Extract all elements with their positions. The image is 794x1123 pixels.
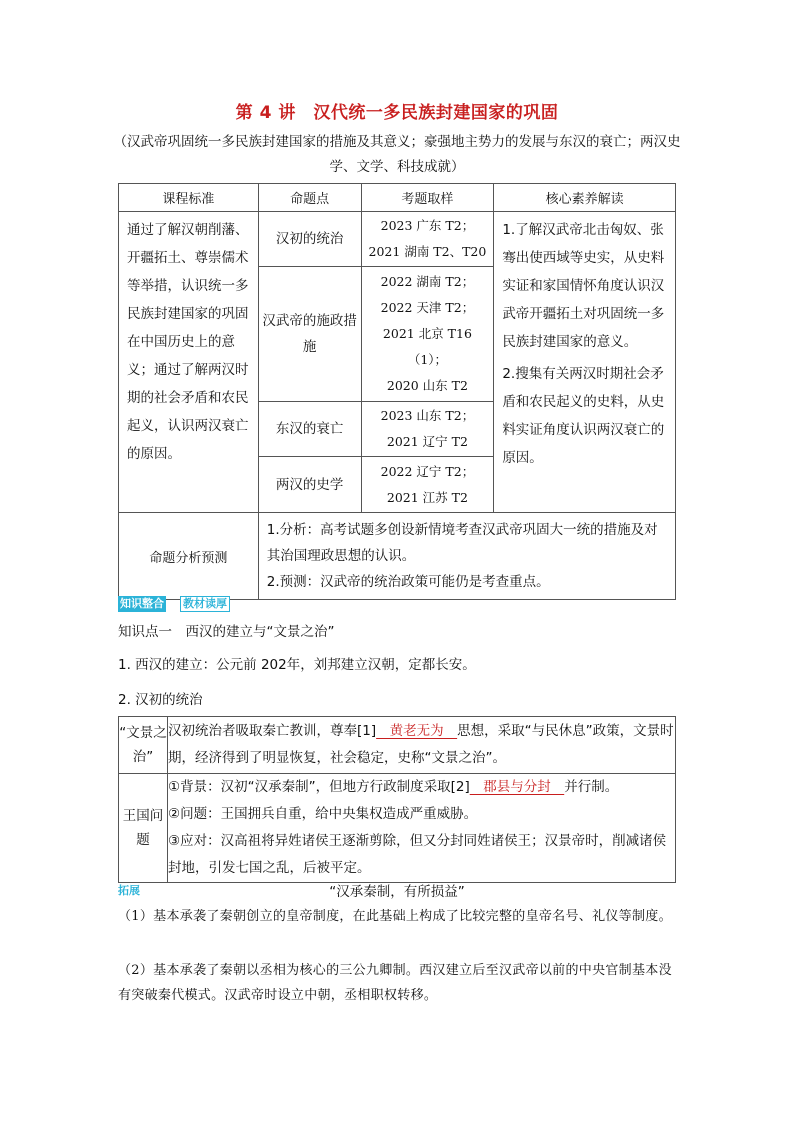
header-standard: 课程标准 xyxy=(119,184,259,212)
analysis-cell xyxy=(258,513,675,600)
knowledge-badge: 知识整合 xyxy=(120,597,164,610)
extension-badge: 拓展 xyxy=(118,884,140,897)
topic-cell: 汉初的统治 xyxy=(258,212,361,267)
exam-line: 2021 辽宁 T2 xyxy=(386,434,468,449)
curriculum-cell xyxy=(119,212,259,513)
core-text-2: 2.搜集有关两汉时期社会矛盾和农民起义的史料，从史料实证角度认识两汉衰亡的原因。 xyxy=(502,366,665,466)
exam-line: 2021 北京 T16 xyxy=(382,326,472,341)
exam-line: 2022 辽宁 T2； xyxy=(380,463,475,479)
wangguo-background xyxy=(168,774,675,801)
item-1: 1. 西汉的建立：公元前 202年，刘邦建立汉朝，定都长安。 xyxy=(118,657,476,673)
background-text-pre: ①背景：汉初“汉承秦制”，但地方行政制度采取[2] xyxy=(168,779,470,795)
exam-line: 2020 山东 T2 xyxy=(386,378,468,393)
core-cell xyxy=(494,212,676,513)
exam-line: 2023 山东 T2； xyxy=(380,408,475,423)
wenjing-label: “文景之治” xyxy=(119,717,168,774)
wenjing-body xyxy=(168,717,676,774)
header-exam: 考题取样 xyxy=(361,184,494,212)
exam-cell xyxy=(361,402,494,457)
curriculum-text: 通过了解汉朝削藩、开疆拓土、尊崇儒术等举措，认识统一多民族封建国家的巩固在中国历史上的意义；通过了解两汉时期的社会矛盾和农民起义，认识两汉衰亡的原因。 xyxy=(127,222,249,462)
exam-cell xyxy=(361,457,494,513)
analysis-row xyxy=(119,513,676,600)
exam-cell xyxy=(361,212,494,267)
item-2: 2. 汉初的统治 xyxy=(118,692,203,708)
exam-line: （1）； xyxy=(407,352,448,367)
knowledge-point-heading: 知识点一 西汉的建立与“文景之治” xyxy=(118,624,335,640)
han-rule-table xyxy=(118,716,676,883)
wenjing-text-post: 思想，采取“与民休息”政策，文景时期，经济得到了明显恢复，社会稳定，史称“文景之治”。 xyxy=(168,723,674,766)
wangguo-problem: ②问题：王国拥兵自重，给中央集权造成严重威胁。 xyxy=(168,806,478,822)
extension-paragraph-1: （1）基本承袭了秦朝创立的皇帝制度，在此基础上构成了比较完整的皇帝名号、礼仪等制度。 xyxy=(118,909,672,924)
analysis-text-1: 1.分析：高考试题多创设新情境考查汉武帝巩固大一统的措施及对其治国理政思想的认识。 xyxy=(266,522,658,564)
topic-cell: 两汉的史学 xyxy=(258,457,361,513)
exam-line: 2022 湖南 T2； xyxy=(380,274,475,289)
core-text-1: 1.了解汉武帝北击匈奴、张骞出使西域等史实，从史料实证和家国情怀角度认识汉武帝开疆拓土对巩固统一多民族封建国家的意义。 xyxy=(502,222,665,350)
wangguo-body xyxy=(168,774,676,883)
page-subtitle: （汉武帝巩固统一多民族封建国家的措施及其意义；豪强地主势力的发展与东汉的衰亡；两汉史学、文学、科技成就） xyxy=(113,134,681,175)
exam-line: 2021 湖南 T2、T20 xyxy=(368,244,487,259)
answer-blank-2: 郡县与分封 xyxy=(469,779,565,795)
table-row xyxy=(119,717,676,774)
table-row xyxy=(119,774,676,883)
textbook-badge: 教材读厚 xyxy=(180,596,230,612)
wenjing-text-pre: 汉初统治者吸取秦亡教训，尊奉[1] xyxy=(168,723,377,739)
exam-line: 2021 江苏 T2 xyxy=(386,489,468,505)
wangguo-response: ③应对：汉高祖将异姓诸侯王逐渐剪除，但又分封同姓诸侯王；汉景帝时，削减诸侯封地，引发七国之乱，后被平定。 xyxy=(168,833,667,876)
curriculum-table xyxy=(118,183,676,600)
background-text-post: 并行制。 xyxy=(564,779,619,795)
extension-title: “汉承秦制，有所损益” xyxy=(329,884,465,900)
exam-line: 2022 天津 T2； xyxy=(380,300,475,315)
answer-blank-1: 黄老无为 xyxy=(376,723,458,739)
header-topic: 命题点 xyxy=(258,184,361,212)
analysis-label: 命题分析预测 xyxy=(119,513,259,600)
header-core: 核心素养解读 xyxy=(494,184,676,212)
page-title: 第 4 讲 汉代统一多民族封建国家的巩固 xyxy=(235,103,559,123)
exam-line: 2023 广东 T2； xyxy=(380,218,475,233)
wangguo-label: 王国问题 xyxy=(119,774,168,883)
analysis-text-2: 2.预测：汉武帝的统治政策可能仍是考查重点。 xyxy=(266,574,550,590)
table-row xyxy=(119,212,676,267)
topic-cell: 东汉的衰亡 xyxy=(258,402,361,457)
extension-paragraph-2: （2）基本承袭了秦朝以丞相为核心的三公九卿制。西汉建立后至汉武帝以前的中央官制基本没有突破秦代模式。汉武帝时设立中朝，丞相职权转移。 xyxy=(118,963,672,1003)
exam-cell xyxy=(361,267,494,402)
curriculum-table-header xyxy=(119,184,676,212)
topic-cell: 汉武帝的施政措施 xyxy=(258,267,361,402)
